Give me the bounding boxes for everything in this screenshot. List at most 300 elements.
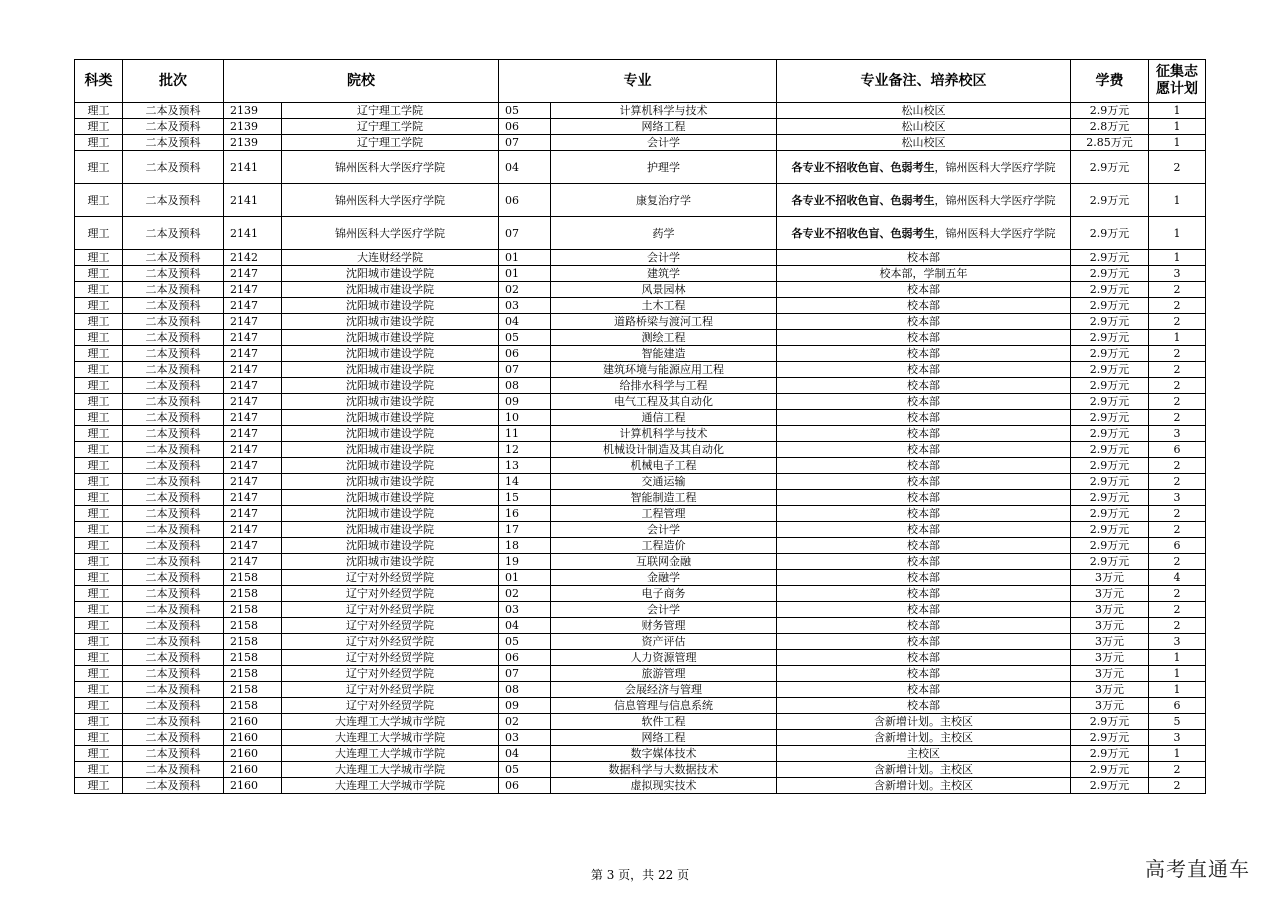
cell-school: 辽宁理工学院 [282, 119, 499, 135]
cell-batch: 二本及预科 [123, 570, 224, 586]
table-row [75, 458, 1206, 474]
cell-plan: 2 [1149, 602, 1206, 618]
table-row [75, 184, 1206, 217]
cell-plan: 2 [1149, 522, 1206, 538]
cell-major: 计算机科学与技术 [551, 426, 777, 442]
cell-major: 智能制造工程 [551, 490, 777, 506]
cell-school-code: 2158 [224, 570, 282, 586]
cell-fee: 3万元 [1071, 634, 1149, 650]
cell-school-code: 2160 [224, 714, 282, 730]
cell-plan: 1 [1149, 103, 1206, 119]
cell-major: 财务管理 [551, 618, 777, 634]
cell-major-code: 16 [499, 506, 551, 522]
cell-batch: 二本及预科 [123, 458, 224, 474]
cell-school: 大连理工大学城市学院 [282, 746, 499, 762]
cell-batch: 二本及预科 [123, 618, 224, 634]
cell-school-code: 2141 [224, 151, 282, 184]
cell-batch: 二本及预科 [123, 103, 224, 119]
cell-plan: 2 [1149, 282, 1206, 298]
header-subject: 科类 [75, 60, 123, 103]
cell-plan: 2 [1149, 346, 1206, 362]
cell-major-code: 09 [499, 698, 551, 714]
cell-subject: 理工 [75, 682, 123, 698]
cell-fee: 3万元 [1071, 586, 1149, 602]
cell-note: 校本部 [777, 634, 1071, 650]
cell-major-code: 17 [499, 522, 551, 538]
cell-batch: 二本及预科 [123, 778, 224, 794]
cell-note: 校本部 [777, 426, 1071, 442]
table-row [75, 602, 1206, 618]
cell-school: 沈阳城市建设学院 [282, 506, 499, 522]
cell-major: 电气工程及其自动化 [551, 394, 777, 410]
cell-note [777, 217, 1071, 250]
cell-major-code: 01 [499, 250, 551, 266]
cell-batch: 二本及预科 [123, 346, 224, 362]
cell-subject: 理工 [75, 698, 123, 714]
header-batch: 批次 [123, 60, 224, 103]
cell-note: 校本部 [777, 458, 1071, 474]
cell-subject: 理工 [75, 184, 123, 217]
cell-fee: 2.9万元 [1071, 298, 1149, 314]
cell-plan: 2 [1149, 586, 1206, 602]
cell-plan: 2 [1149, 394, 1206, 410]
cell-fee: 2.9万元 [1071, 538, 1149, 554]
cell-school: 沈阳城市建设学院 [282, 410, 499, 426]
cell-plan: 2 [1149, 618, 1206, 634]
note-warning: 各专业不招收色盲、色弱考生 [791, 226, 935, 240]
cell-school: 大连理工大学城市学院 [282, 762, 499, 778]
cell-plan: 2 [1149, 458, 1206, 474]
cell-major-code: 09 [499, 394, 551, 410]
cell-note: 主校区 [777, 746, 1071, 762]
cell-batch: 二本及预科 [123, 330, 224, 346]
cell-note: 含新增计划。主校区 [777, 762, 1071, 778]
cell-major: 人力资源管理 [551, 650, 777, 666]
cell-subject: 理工 [75, 586, 123, 602]
page-footer: 第 3 页，共 22 页 [590, 868, 690, 882]
cell-major: 电子商务 [551, 586, 777, 602]
cell-plan: 1 [1149, 666, 1206, 682]
note-campus: ，锦州医科大学医疗学院 [934, 193, 1056, 207]
cell-batch: 二本及预科 [123, 762, 224, 778]
cell-plan: 2 [1149, 410, 1206, 426]
cell-school: 沈阳城市建设学院 [282, 266, 499, 282]
cell-school: 沈阳城市建设学院 [282, 442, 499, 458]
header-major: 专业 [499, 60, 777, 103]
cell-subject: 理工 [75, 394, 123, 410]
table-body [75, 103, 1206, 794]
cell-batch: 二本及预科 [123, 282, 224, 298]
cell-subject: 理工 [75, 778, 123, 794]
cell-note: 校本部 [777, 330, 1071, 346]
cell-plan: 3 [1149, 634, 1206, 650]
cell-plan: 2 [1149, 378, 1206, 394]
cell-subject: 理工 [75, 570, 123, 586]
table-row [75, 522, 1206, 538]
cell-subject: 理工 [75, 522, 123, 538]
cell-school-code: 2147 [224, 330, 282, 346]
cell-note: 校本部 [777, 554, 1071, 570]
cell-school: 辽宁对外经贸学院 [282, 650, 499, 666]
cell-fee: 2.85万元 [1071, 135, 1149, 151]
table-row [75, 103, 1206, 119]
cell-subject: 理工 [75, 314, 123, 330]
cell-major: 机械设计制造及其自动化 [551, 442, 777, 458]
cell-school-code: 2158 [224, 682, 282, 698]
table-header-row [75, 60, 1206, 103]
cell-major-code: 05 [499, 634, 551, 650]
cell-subject: 理工 [75, 135, 123, 151]
cell-major-code: 03 [499, 730, 551, 746]
cell-school: 沈阳城市建设学院 [282, 330, 499, 346]
cell-school: 辽宁对外经贸学院 [282, 666, 499, 682]
cell-school: 辽宁对外经贸学院 [282, 634, 499, 650]
cell-school-code: 2147 [224, 490, 282, 506]
cell-batch: 二本及预科 [123, 650, 224, 666]
cell-subject: 理工 [75, 362, 123, 378]
cell-major-code: 08 [499, 378, 551, 394]
cell-major-code: 18 [499, 538, 551, 554]
cell-school: 大连财经学院 [282, 250, 499, 266]
table-row [75, 650, 1206, 666]
cell-plan: 3 [1149, 266, 1206, 282]
note-campus: ，锦州医科大学医疗学院 [934, 226, 1056, 240]
cell-major: 给排水科学与工程 [551, 378, 777, 394]
header-note: 专业备注、培养校区 [777, 60, 1071, 103]
cell-major-code: 02 [499, 714, 551, 730]
table-row [75, 250, 1206, 266]
cell-batch: 二本及预科 [123, 746, 224, 762]
cell-major-code: 01 [499, 266, 551, 282]
cell-batch: 二本及预科 [123, 426, 224, 442]
cell-school: 沈阳城市建设学院 [282, 394, 499, 410]
cell-major: 工程管理 [551, 506, 777, 522]
cell-major: 会计学 [551, 135, 777, 151]
cell-school: 辽宁对外经贸学院 [282, 586, 499, 602]
cell-fee: 2.9万元 [1071, 394, 1149, 410]
cell-batch: 二本及预科 [123, 554, 224, 570]
cell-school-code: 2141 [224, 184, 282, 217]
cell-major: 数据科学与大数据技术 [551, 762, 777, 778]
table-row [75, 714, 1206, 730]
cell-batch: 二本及预科 [123, 119, 224, 135]
cell-school-code: 2147 [224, 474, 282, 490]
table-row [75, 666, 1206, 682]
cell-major: 测绘工程 [551, 330, 777, 346]
cell-plan: 2 [1149, 506, 1206, 522]
cell-subject: 理工 [75, 506, 123, 522]
table-row [75, 394, 1206, 410]
cell-school: 大连理工大学城市学院 [282, 714, 499, 730]
cell-major: 工程造价 [551, 538, 777, 554]
cell-major: 护理学 [551, 151, 777, 184]
table-row [75, 314, 1206, 330]
cell-fee: 2.9万元 [1071, 506, 1149, 522]
table-row [75, 282, 1206, 298]
cell-major-code: 05 [499, 330, 551, 346]
cell-batch: 二本及预科 [123, 442, 224, 458]
cell-major-code: 12 [499, 442, 551, 458]
cell-major-code: 03 [499, 602, 551, 618]
cell-fee: 2.9万元 [1071, 103, 1149, 119]
cell-note: 校本部 [777, 410, 1071, 426]
cell-school-code: 2147 [224, 522, 282, 538]
cell-major-code: 01 [499, 570, 551, 586]
cell-major-code: 13 [499, 458, 551, 474]
cell-major-code: 04 [499, 314, 551, 330]
header-fee: 学费 [1071, 60, 1149, 103]
cell-school: 辽宁对外经贸学院 [282, 698, 499, 714]
cell-subject: 理工 [75, 618, 123, 634]
cell-fee: 2.9万元 [1071, 554, 1149, 570]
cell-school: 辽宁对外经贸学院 [282, 618, 499, 634]
cell-subject: 理工 [75, 410, 123, 426]
cell-major: 智能建造 [551, 346, 777, 362]
cell-note: 校本部，学制五年 [777, 266, 1071, 282]
cell-batch: 二本及预科 [123, 666, 224, 682]
cell-subject: 理工 [75, 442, 123, 458]
cell-school-code: 2147 [224, 394, 282, 410]
table-row [75, 378, 1206, 394]
cell-school-code: 2158 [224, 602, 282, 618]
cell-note: 校本部 [777, 538, 1071, 554]
cell-batch: 二本及预科 [123, 266, 224, 282]
cell-school-code: 2160 [224, 730, 282, 746]
table-row [75, 426, 1206, 442]
cell-fee: 2.9万元 [1071, 778, 1149, 794]
cell-batch: 二本及预科 [123, 298, 224, 314]
cell-fee: 2.9万元 [1071, 362, 1149, 378]
cell-subject: 理工 [75, 250, 123, 266]
cell-major: 交通运输 [551, 474, 777, 490]
cell-fee: 2.9万元 [1071, 746, 1149, 762]
cell-fee: 2.9万元 [1071, 410, 1149, 426]
cell-major-code: 07 [499, 217, 551, 250]
table-row [75, 634, 1206, 650]
cell-major: 信息管理与信息系统 [551, 698, 777, 714]
cell-plan: 1 [1149, 682, 1206, 698]
cell-major: 建筑学 [551, 266, 777, 282]
cell-batch: 二本及预科 [123, 506, 224, 522]
cell-fee: 2.9万元 [1071, 474, 1149, 490]
table-row [75, 151, 1206, 184]
cell-school: 沈阳城市建设学院 [282, 426, 499, 442]
cell-fee: 2.9万元 [1071, 346, 1149, 362]
cell-fee: 2.9万元 [1071, 151, 1149, 184]
cell-school-code: 2147 [224, 314, 282, 330]
cell-batch: 二本及预科 [123, 151, 224, 184]
cell-plan: 1 [1149, 250, 1206, 266]
table-row [75, 442, 1206, 458]
cell-major: 土木工程 [551, 298, 777, 314]
cell-fee: 3万元 [1071, 666, 1149, 682]
cell-note: 校本部 [777, 250, 1071, 266]
cell-note: 校本部 [777, 506, 1071, 522]
cell-fee: 3万元 [1071, 570, 1149, 586]
cell-subject: 理工 [75, 634, 123, 650]
cell-plan: 3 [1149, 426, 1206, 442]
cell-school: 沈阳城市建设学院 [282, 538, 499, 554]
cell-fee: 2.9万元 [1071, 522, 1149, 538]
cell-note: 含新增计划。主校区 [777, 778, 1071, 794]
cell-note: 校本部 [777, 682, 1071, 698]
cell-batch: 二本及预科 [123, 730, 224, 746]
cell-note: 松山校区 [777, 135, 1071, 151]
cell-note: 校本部 [777, 698, 1071, 714]
cell-note: 校本部 [777, 298, 1071, 314]
table-row [75, 298, 1206, 314]
cell-subject: 理工 [75, 650, 123, 666]
cell-school: 辽宁对外经贸学院 [282, 570, 499, 586]
cell-school-code: 2158 [224, 634, 282, 650]
cell-batch: 二本及预科 [123, 362, 224, 378]
cell-batch: 二本及预科 [123, 714, 224, 730]
cell-school-code: 2147 [224, 282, 282, 298]
cell-school: 沈阳城市建设学院 [282, 490, 499, 506]
cell-major-code: 04 [499, 151, 551, 184]
cell-note: 校本部 [777, 394, 1071, 410]
cell-school: 沈阳城市建设学院 [282, 282, 499, 298]
cell-batch: 二本及预科 [123, 474, 224, 490]
cell-major: 计算机科学与技术 [551, 103, 777, 119]
cell-plan: 2 [1149, 554, 1206, 570]
cell-plan: 2 [1149, 151, 1206, 184]
cell-subject: 理工 [75, 714, 123, 730]
cell-note: 校本部 [777, 618, 1071, 634]
cell-school: 沈阳城市建设学院 [282, 362, 499, 378]
table-row [75, 538, 1206, 554]
cell-subject: 理工 [75, 378, 123, 394]
cell-school: 沈阳城市建设学院 [282, 298, 499, 314]
cell-major: 虚拟现实技术 [551, 778, 777, 794]
cell-major: 数字媒体技术 [551, 746, 777, 762]
cell-note: 校本部 [777, 314, 1071, 330]
cell-plan: 1 [1149, 746, 1206, 762]
cell-note: 松山校区 [777, 103, 1071, 119]
cell-note [777, 151, 1071, 184]
cell-note: 校本部 [777, 522, 1071, 538]
cell-batch: 二本及预科 [123, 522, 224, 538]
cell-plan: 2 [1149, 298, 1206, 314]
cell-subject: 理工 [75, 330, 123, 346]
table-row [75, 762, 1206, 778]
cell-plan: 1 [1149, 217, 1206, 250]
cell-plan: 3 [1149, 490, 1206, 506]
cell-fee: 2.9万元 [1071, 314, 1149, 330]
cell-note: 松山校区 [777, 119, 1071, 135]
cell-note: 校本部 [777, 362, 1071, 378]
cell-note [777, 184, 1071, 217]
cell-batch: 二本及预科 [123, 184, 224, 217]
cell-fee: 3万元 [1071, 618, 1149, 634]
cell-fee: 2.9万元 [1071, 184, 1149, 217]
cell-school-code: 2147 [224, 538, 282, 554]
cell-subject: 理工 [75, 538, 123, 554]
cell-major-code: 06 [499, 184, 551, 217]
cell-major: 资产评估 [551, 634, 777, 650]
table-row [75, 730, 1206, 746]
cell-note: 校本部 [777, 474, 1071, 490]
cell-fee: 2.9万元 [1071, 266, 1149, 282]
cell-batch: 二本及预科 [123, 314, 224, 330]
cell-batch: 二本及预科 [123, 698, 224, 714]
cell-fee: 2.9万元 [1071, 330, 1149, 346]
watermark-text: 高考直通车 [1145, 857, 1250, 881]
cell-batch: 二本及预科 [123, 538, 224, 554]
cell-plan: 1 [1149, 135, 1206, 151]
cell-subject: 理工 [75, 746, 123, 762]
cell-plan: 1 [1149, 184, 1206, 217]
cell-note: 含新增计划。主校区 [777, 730, 1071, 746]
cell-major: 金融学 [551, 570, 777, 586]
cell-major-code: 19 [499, 554, 551, 570]
cell-subject: 理工 [75, 282, 123, 298]
cell-major: 机械电子工程 [551, 458, 777, 474]
cell-plan: 4 [1149, 570, 1206, 586]
cell-subject: 理工 [75, 554, 123, 570]
cell-note: 校本部 [777, 282, 1071, 298]
cell-major: 旅游管理 [551, 666, 777, 682]
cell-subject: 理工 [75, 730, 123, 746]
cell-major: 风景园林 [551, 282, 777, 298]
header-school: 院校 [224, 60, 499, 103]
table-row [75, 554, 1206, 570]
cell-plan: 2 [1149, 474, 1206, 490]
cell-school-code: 2158 [224, 618, 282, 634]
cell-school: 沈阳城市建设学院 [282, 314, 499, 330]
cell-subject: 理工 [75, 602, 123, 618]
cell-subject: 理工 [75, 490, 123, 506]
table-row [75, 362, 1206, 378]
table-row [75, 266, 1206, 282]
cell-major: 会计学 [551, 602, 777, 618]
table-row [75, 586, 1206, 602]
cell-school-code: 2139 [224, 119, 282, 135]
cell-subject: 理工 [75, 103, 123, 119]
table-row [75, 682, 1206, 698]
cell-plan: 2 [1149, 362, 1206, 378]
cell-major-code: 06 [499, 650, 551, 666]
cell-school: 沈阳城市建设学院 [282, 522, 499, 538]
cell-school: 大连理工大学城市学院 [282, 730, 499, 746]
cell-note: 校本部 [777, 666, 1071, 682]
cell-school-code: 2158 [224, 586, 282, 602]
cell-major-code: 05 [499, 762, 551, 778]
cell-school: 锦州医科大学医疗学院 [282, 151, 499, 184]
cell-school: 沈阳城市建设学院 [282, 458, 499, 474]
cell-subject: 理工 [75, 762, 123, 778]
cell-school-code: 2147 [224, 554, 282, 570]
cell-major-code: 06 [499, 778, 551, 794]
cell-note: 校本部 [777, 346, 1071, 362]
table-row [75, 346, 1206, 362]
cell-plan: 2 [1149, 314, 1206, 330]
cell-fee: 3万元 [1071, 698, 1149, 714]
cell-fee: 2.9万元 [1071, 378, 1149, 394]
cell-plan: 1 [1149, 330, 1206, 346]
cell-plan: 2 [1149, 762, 1206, 778]
cell-plan: 6 [1149, 698, 1206, 714]
cell-major-code: 07 [499, 666, 551, 682]
cell-subject: 理工 [75, 217, 123, 250]
cell-school: 辽宁对外经贸学院 [282, 682, 499, 698]
cell-school-code: 2147 [224, 506, 282, 522]
cell-batch: 二本及预科 [123, 378, 224, 394]
cell-fee: 2.9万元 [1071, 458, 1149, 474]
cell-fee: 3万元 [1071, 650, 1149, 666]
cell-major: 会计学 [551, 522, 777, 538]
cell-school-code: 2142 [224, 250, 282, 266]
